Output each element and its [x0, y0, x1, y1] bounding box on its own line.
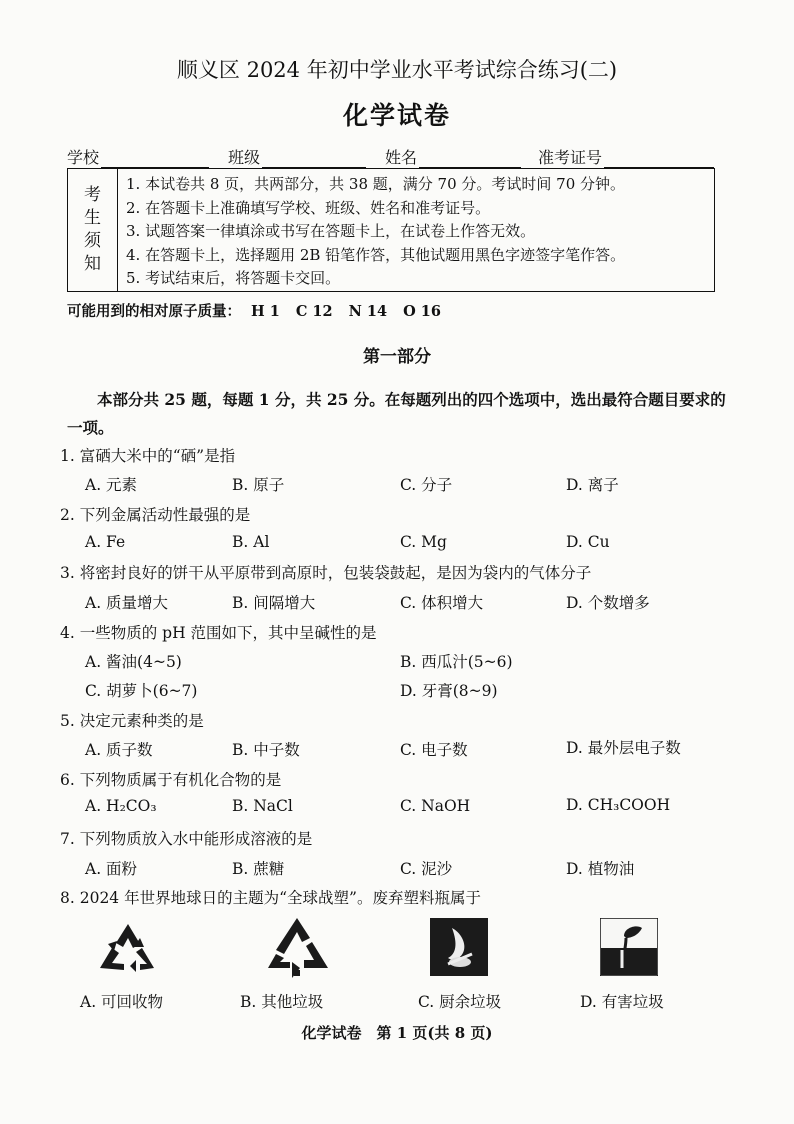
note-item: 4. 在答题卡上，选择题用 2B 铅笔作答，其他试题用黑色字迹签字笔作答。	[126, 245, 626, 264]
question-option: D. 植物油	[566, 860, 635, 878]
page-footer: 化学试卷 第 1 页(共 8 页)	[301, 1024, 493, 1042]
recyclable-icon	[96, 920, 160, 976]
note-item: 2. 在答题卡上准确填写学校、班级、姓名和准考证号。	[126, 198, 491, 217]
notes-label	[68, 169, 118, 291]
question-option: A. 可回收物	[80, 993, 164, 1011]
part-intro: 本部分共 25 题，每题 1 分，共 25 分。在每题列出的四个选项中，选出最符合题目要求的一项。	[67, 390, 726, 437]
question-stem: 7. 下列物质放入水中能形成溶液的是	[60, 830, 313, 848]
exam-number-field	[538, 145, 714, 168]
name-blank	[419, 151, 521, 168]
atomic-mass-value: O 16	[403, 303, 441, 320]
question-stem: 6. 下列物质属于有机化合物的是	[60, 771, 282, 789]
notes-list	[126, 173, 625, 291]
atomic-mass-value: H 1	[251, 303, 280, 320]
class-field	[228, 145, 366, 168]
question-option: D. CH₃COOH	[566, 796, 671, 814]
notes-label-char: 考	[84, 185, 101, 205]
question-option: A. 元素	[85, 476, 138, 494]
question-stem: 3. 将密封良好的饼干从平原带到高原时，包装袋鼓起，是因为袋内的气体分子	[60, 564, 592, 582]
atomic-mass-value: N 14	[348, 303, 388, 320]
atomic-mass-value: C 12	[295, 303, 333, 320]
question-stem: 1. 富硒大米中的“硒”是指	[60, 447, 236, 465]
question-option: B. 西瓜汁(5~6)	[400, 653, 513, 671]
question-option: B. 蔗糖	[232, 860, 285, 878]
question-option: D. 离子	[566, 476, 619, 494]
kitchen-waste-icon	[430, 918, 488, 976]
question-option: C. Mg	[400, 533, 447, 551]
question-option: B. 其他垃圾	[240, 993, 324, 1011]
question-option: B. 中子数	[232, 741, 300, 759]
notes-label-char: 生	[84, 208, 101, 228]
notes-label-char: 须	[84, 231, 101, 251]
question-stem: 5. 决定元素种类的是	[60, 712, 204, 730]
name-field	[385, 145, 521, 168]
question-option: B. NaCl	[232, 797, 293, 815]
school-label: 学校	[67, 148, 100, 167]
question-option: B. 间隔增大	[232, 594, 316, 612]
atomic-mass-line	[67, 300, 441, 321]
note-item: 5. 考试结束后，将答题卡交回。	[126, 269, 341, 287]
question-option: A. H₂CO₃	[85, 797, 157, 815]
question-option: C. 厨余垃圾	[418, 993, 502, 1011]
note-item: 1. 本试卷共 8 页，共两部分，共 38 题，满分 70 分。考试时间 70 分钟。	[126, 175, 626, 193]
question-option: A. 质子数	[85, 741, 153, 759]
question-option: D. 最外层电子数	[566, 739, 681, 757]
question-option: C. 胡萝卜(6~7)	[85, 682, 198, 700]
question-option: B. Al	[232, 533, 270, 551]
exam-number-label: 准考证号	[538, 148, 603, 167]
question-option: A. 面粉	[85, 860, 138, 878]
notes-label-char: 知	[84, 254, 101, 274]
exam-title: 顺义区 2024 年初中学业水平考试综合练习(二)	[176, 58, 618, 82]
school-field	[67, 145, 209, 168]
question-option: D. 牙膏(8~9)	[400, 682, 498, 700]
question-option: C. NaOH	[400, 797, 471, 815]
question-option: C. 泥沙	[400, 860, 453, 878]
exam-notes-box	[67, 168, 715, 292]
hazardous-waste-icon	[600, 918, 658, 976]
note-item: 3. 试题答案一律填涂或书写在答题卡上，在试卷上作答无效。	[126, 222, 536, 240]
class-label: 班级	[228, 148, 261, 167]
exam-subject: 化学试卷	[342, 101, 451, 130]
question-option: A. Fe	[85, 533, 126, 551]
question-option: B. 原子	[232, 476, 285, 494]
question-stem: 4. 一些物质的 pH 范围如下，其中呈碱性的是	[60, 624, 377, 642]
question-option: A. 酱油(4~5)	[85, 653, 182, 671]
question-option: D. Cu	[566, 533, 610, 551]
school-blank	[101, 151, 209, 168]
question-stem: 2. 下列金属活动性最强的是	[60, 506, 251, 524]
part-title: 第一部分	[363, 347, 431, 367]
exam-number-blank	[604, 151, 714, 168]
question-option: C. 电子数	[400, 741, 468, 759]
class-blank	[262, 151, 366, 168]
question-option: C. 分子	[400, 476, 453, 494]
atomic-mass-label: 可能用到的相对原子质量：	[67, 303, 241, 320]
name-label: 姓名	[385, 148, 418, 167]
question-option: C. 体积增大	[400, 594, 484, 612]
question-option: A. 质量增大	[85, 594, 169, 612]
question-option: D. 有害垃圾	[580, 993, 664, 1011]
other-waste-icon	[264, 916, 330, 980]
question-stem: 8. 2024 年世界地球日的主题为“全球战塑”。废弃塑料瓶属于	[60, 889, 481, 907]
question-option: D. 个数增多	[566, 594, 650, 612]
